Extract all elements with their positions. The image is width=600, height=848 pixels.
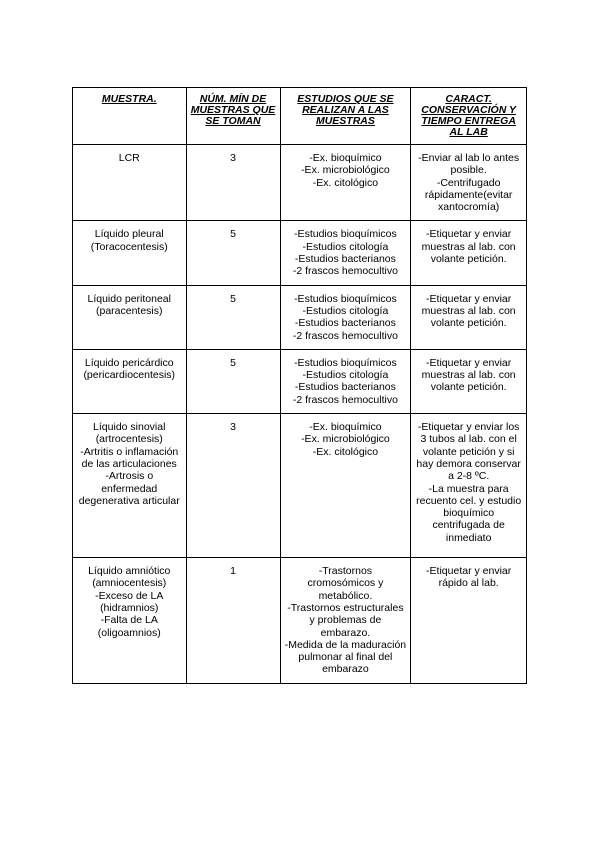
study-item: -Medida de la maduración pulmonar al final del embarazo (284, 638, 407, 676)
sample-text: Líquido amniótico (amniocentesis) (88, 565, 171, 590)
table-header-row (73, 88, 527, 145)
study-item: -Estudios bioquímicos (294, 292, 397, 305)
sample-text: -Artrosis o enfermedad degenerativa articular (78, 470, 180, 507)
handling-item: -La muestra para recuento cel. y estudio bioquímico centrifugada de inmediato (416, 482, 522, 544)
header-muestra: MUESTRA. (73, 88, 187, 145)
handling-cell (411, 285, 527, 349)
study-item: -Estudios bioquímicos (294, 356, 397, 369)
sample-cell (73, 558, 187, 684)
table-row (73, 558, 527, 684)
study-item: -Ex. microbiológico (301, 164, 390, 177)
handling-item: -Enviar al lab lo antes posible. (418, 152, 520, 177)
count-cell: 5 (186, 221, 280, 285)
count-cell: 3 (186, 145, 280, 221)
sample-text: -Falta de LA (oligoamnios) (97, 614, 161, 639)
studies-cell (280, 221, 411, 285)
studies-cell (280, 285, 411, 349)
handling-cell (411, 145, 527, 221)
handling-item: -Etiquetar y enviar los 3 tubos al lab. con el volante petición y si hay demora conservar a 2-8 ºC. (416, 421, 521, 483)
study-item: -Estudios bioquímicos (294, 228, 397, 241)
header-estudios: ESTUDIOS QUE SE REALIZAN A LAS MUESTRAS (280, 88, 411, 145)
handling-cell (411, 349, 527, 413)
sample-text: Líquido sinovial (artrocentesis) (93, 421, 166, 446)
sample-text: Líquido pleural (Toracocentesis) (90, 228, 168, 253)
study-item: -Ex. bioquímico (309, 421, 382, 434)
handling-item: -Etiquetar y enviar muestras al lab. con volante petición. (421, 356, 516, 394)
study-item: -Estudios bacterianos (294, 253, 396, 266)
study-item: -Estudios citología (302, 304, 389, 317)
sample-text: -Exceso de LA (hidramnios) (95, 589, 164, 614)
sample-cell (73, 145, 187, 221)
studies-cell (280, 145, 411, 221)
count-cell: 5 (186, 285, 280, 349)
handling-item: -Etiquetar y enviar muestras al lab. con volante petición. (421, 228, 516, 266)
table-row (73, 221, 527, 285)
handling-item: -Etiquetar y enviar rápido al lab. (426, 565, 512, 590)
studies-cell (280, 414, 411, 558)
sample-text: -Artritis o inflamación de las articulaciones (80, 445, 179, 470)
studies-cell (280, 349, 411, 413)
studies-cell (280, 558, 411, 684)
samples-table (72, 87, 527, 684)
study-item: -Ex. microbiológico (301, 433, 390, 446)
study-item: -2 frascos hemocultivo (292, 329, 398, 342)
handling-cell (411, 558, 527, 684)
study-item: -2 frascos hemocultivo (292, 393, 398, 406)
header-num-muestras: NÚM. MÍN DE MUESTRAS QUE SE TOMAN (186, 88, 280, 145)
table-row (73, 145, 527, 221)
sample-cell (73, 349, 187, 413)
study-item: -Estudios bacterianos (294, 381, 396, 394)
sample-text: Líquido peritoneal (paracentesis) (87, 292, 171, 317)
table-row (73, 414, 527, 558)
table-row (73, 285, 527, 349)
sample-cell (73, 221, 187, 285)
header-conservacion: CARACT. CONSERVACIÓN Y TIEMPO ENTREGA AL LAB (411, 88, 527, 145)
study-item: -2 frascos hemocultivo (292, 265, 398, 278)
count-cell: 5 (186, 349, 280, 413)
count-cell: 1 (186, 558, 280, 684)
study-item: -Estudios citología (302, 240, 389, 253)
study-item: -Trastornos cromosómicos y metabólico. (307, 565, 384, 602)
handling-item: -Centrifugado rápidamente(evitar xantocromía) (424, 176, 513, 214)
handling-item: -Etiquetar y enviar muestras al lab. con volante petición. (421, 292, 516, 330)
study-item: -Estudios citología (302, 369, 389, 382)
handling-cell (411, 221, 527, 285)
sample-cell (73, 414, 187, 558)
count-cell: 3 (186, 414, 280, 558)
sample-cell (73, 285, 187, 349)
study-item: -Trastornos estructurales y problemas de embarazo. (287, 601, 404, 639)
study-item: -Ex. citológico (312, 445, 379, 458)
study-item: -Estudios bacterianos (294, 317, 396, 330)
handling-cell (411, 414, 527, 558)
study-item: -Ex. bioquímico (309, 152, 382, 164)
sample-text: Líquido pericárdico (pericardiocentesis) (83, 356, 176, 382)
study-item: -Ex. citológico (312, 176, 379, 189)
table-row (73, 349, 527, 413)
sample-text: LCR (118, 152, 140, 164)
